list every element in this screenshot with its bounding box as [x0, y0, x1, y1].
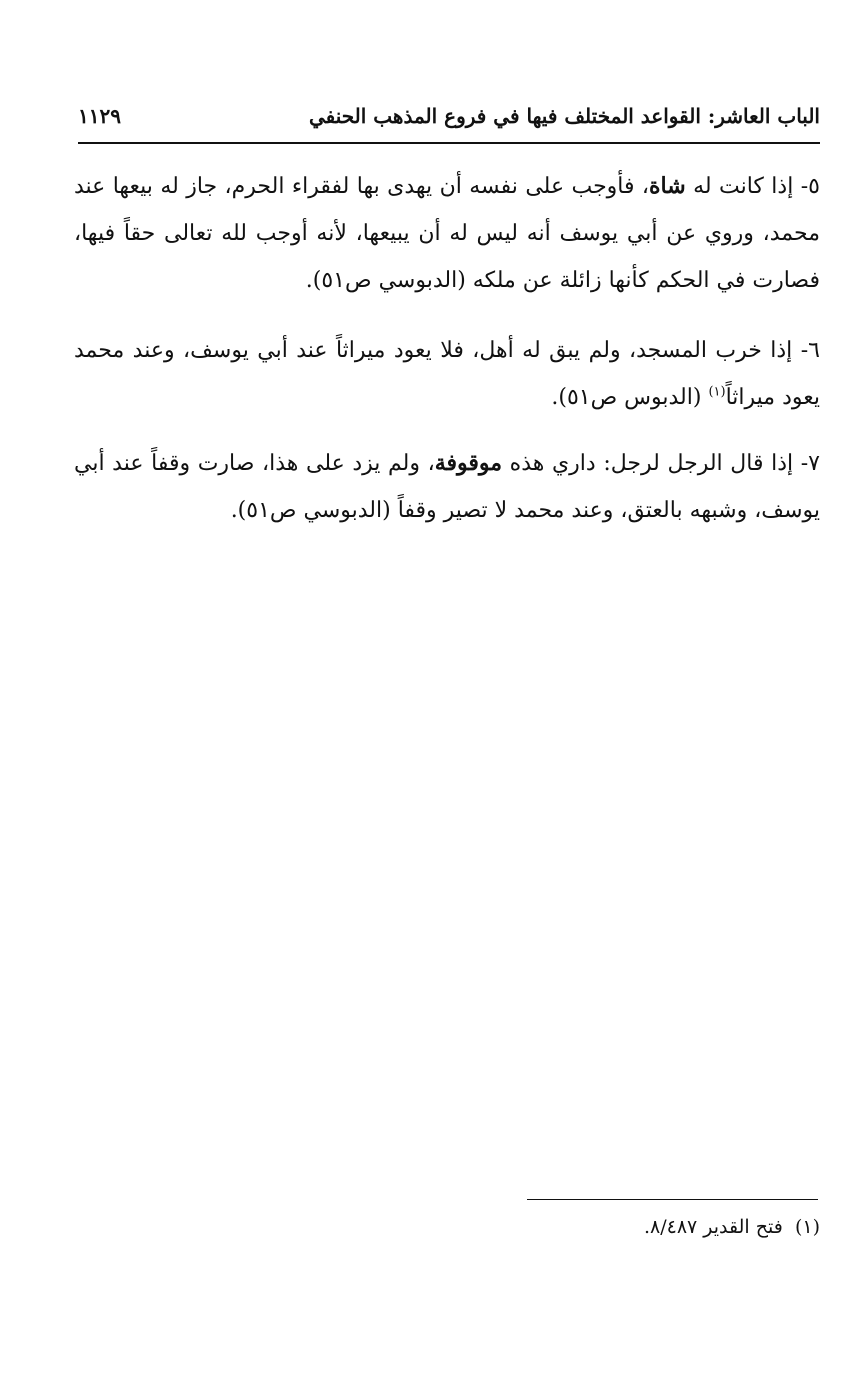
footnote-text: فتح القدير ٨/٤٨٧.	[643, 1216, 783, 1238]
paragraph-text: إذا كانت له	[685, 174, 794, 199]
footnote-divider	[527, 1199, 818, 1200]
footnote-marker: (١)	[794, 1216, 820, 1238]
bold-term: موقوفة	[434, 450, 503, 476]
paragraph-number: ٧-	[793, 451, 820, 476]
paragraph-number: ٥-	[793, 174, 820, 199]
paragraph-text: (الدبوس ص٥١).	[551, 385, 709, 410]
page-number: ١١٢٩	[78, 104, 121, 128]
running-title: الباب العاشر: القواعد المختلف فيها في فروع المذهب الحنفي	[308, 104, 820, 128]
paragraph-text: ، فأوجب على نفسه أن يهدى بها لفقراء الحرم، جاز له بيعها عند محمد، وروي عن أبي يوسف أنه ليس له أن يبيعها، لأنه أوجب لله تعالى حقاً فيها، فصارت في الحكم كأنها زائلة عن ملكه (الدبوسي ص٥١).	[74, 174, 820, 293]
paragraph-text: إذا قال الرجل لرجل: داري هذه	[502, 451, 794, 476]
paragraph-number: ٦-	[792, 338, 820, 363]
footnote	[644, 1216, 820, 1238]
paragraph-text: ، ولم يزد على هذا، صارت وقفاً عند أبي يوسف، وشبهه بالعتق، وعند محمد لا تصير وقفاً (الدبوسي ص٥١).	[74, 451, 820, 523]
paragraph-5	[74, 163, 820, 304]
footnote-reference: (١)	[708, 384, 726, 400]
paragraph-6	[74, 327, 820, 421]
bold-term: شاة	[649, 173, 686, 199]
paragraph-7	[74, 440, 820, 534]
running-header	[78, 96, 820, 144]
paragraph-text: إذا خرب المسجد، ولم يبق له أهل، فلا يعود ميراثاً عند أبي يوسف، وعند محمد يعود ميراثاً	[74, 338, 820, 410]
